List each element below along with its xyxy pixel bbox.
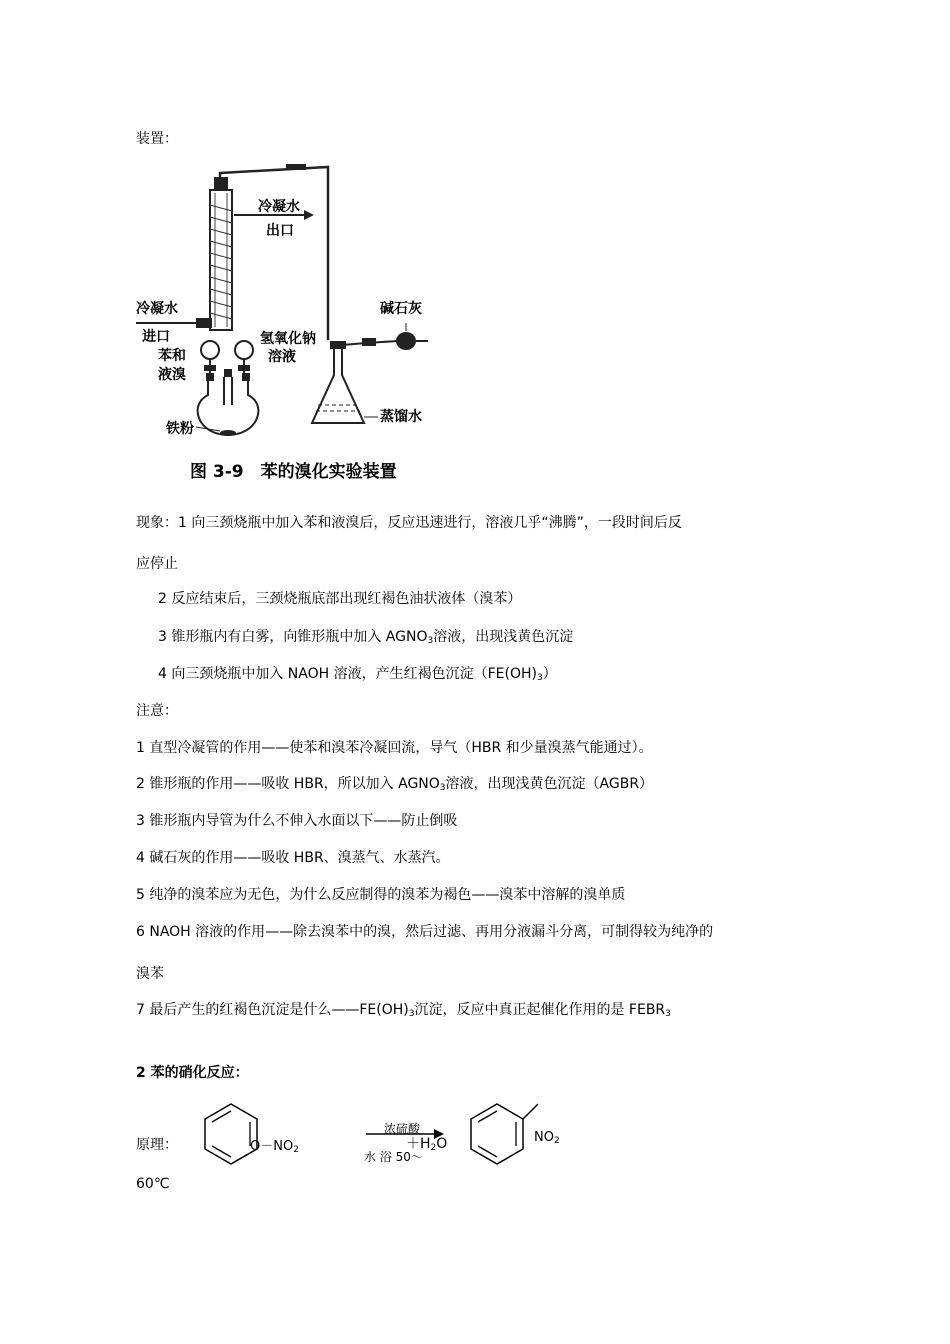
cold-water-in-label-1: 冷凝水 xyxy=(136,301,178,317)
cold-water-out-label-1: 冷凝水 xyxy=(258,199,300,215)
product-group: $NO_2$ xyxy=(534,1130,560,1146)
benzene-label-1: 苯和 xyxy=(158,348,186,364)
note-5: 5 纯净的溴苯应为无色，为什么反应制得的溴苯为褐色——溴苯中溶解的溴单质 xyxy=(136,887,626,903)
condenser-tube xyxy=(210,190,232,330)
note-6-cont: 溴苯 xyxy=(136,966,164,982)
note-6: 6 NAOH 溶液的作用——除去溴苯中的溴，然后过滤、再用分液漏斗分离，可制得较为纯净的 xyxy=(136,924,714,940)
note-1: 1 直型冷凝管的作用——使苯和溴苯冷凝回流，导气（HBR 和少量溴蒸气能通过）。 xyxy=(136,740,653,756)
iron-label: 铁粉 xyxy=(166,421,194,437)
figure-caption: 图 3-9 苯的溴化实验装置 xyxy=(190,462,397,482)
benzene-label-2: 液溴 xyxy=(158,367,186,383)
apparatus-label: 装置： xyxy=(136,131,178,147)
phenomenon-1-cont: 应停止 xyxy=(136,556,178,572)
note-4: 4 碱石灰的作用——吸收 HBR、溴蒸气、水蒸汽。 xyxy=(136,850,450,866)
soda-lime-label: 碱石灰 xyxy=(380,301,422,317)
phenomenon-4: 4 向三颈烧瓶中加入 NAOH 溶液，产生红褐色沉淀$(FE(OH)_3)$ xyxy=(158,666,557,683)
naoh-label-2: 溶液 xyxy=(268,349,296,365)
three-neck-flask xyxy=(198,377,259,435)
reactant-group: $O-NO_2$ xyxy=(250,1139,299,1155)
notes-title: 注意： xyxy=(136,703,178,719)
cold-water-out-label-2: 出口 xyxy=(266,223,294,239)
condition-label: 水 浴 50～ xyxy=(364,1150,423,1164)
phenomenon-3: 3 锥形瓶内有白雾，向锥形瓶中加入 $AGNO_3$溶液，出现浅黄色沉淀 xyxy=(158,629,574,646)
cold-water-in-label-2: 进口 xyxy=(142,329,170,345)
plus-water: $+H_2O$ xyxy=(406,1136,448,1153)
note-2: 2 锥形瓶的作用——吸收 HBR，所以加入 $AGNO_3$溶液，出现浅黄色沉淀（AGBR） xyxy=(136,776,654,793)
temperature-label: 60℃ xyxy=(136,1176,170,1192)
water-label: 蒸馏水 xyxy=(380,409,422,425)
note-7: 7 最后产生的红褐色沉淀是什么$——FE(OH)_3$沉淀，反应中真正起催化作用的是 $FEBR_3$ xyxy=(136,1002,671,1019)
note-3: 3 锥形瓶内导管为什么不伸入水面以下——防止倒吸 xyxy=(136,813,458,829)
nitration-heading: 2 苯的硝化反应： xyxy=(136,1065,249,1081)
apparatus-figure xyxy=(136,155,436,490)
phenomenon-2: 2 反应结束后，三颈烧瓶底部出现红褐色油状液体（溴苯） xyxy=(158,591,522,607)
naoh-label-1: 氢氧化钠 xyxy=(260,331,316,347)
principle-label: 原理： xyxy=(136,1137,178,1153)
catalyst-label: 浓硫酸 xyxy=(384,1122,421,1136)
phenomenon-1: 现象：1 向三颈烧瓶中加入苯和液溴后，反应迅速进行，溶液几乎“沸腾”，一段时间后反 xyxy=(136,515,682,531)
